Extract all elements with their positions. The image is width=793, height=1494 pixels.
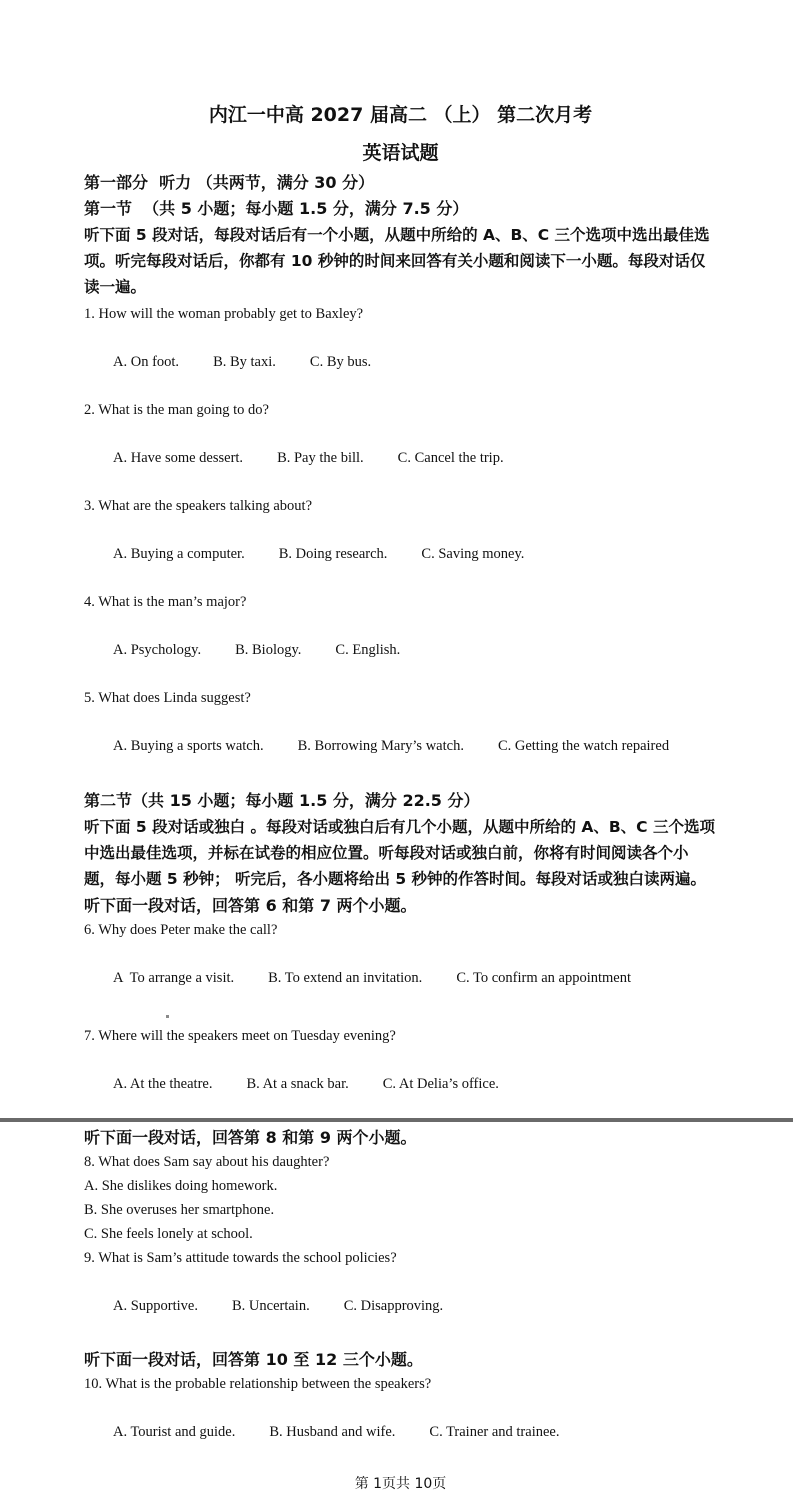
question-5	[84, 686, 717, 782]
option-a: A. Have some dessert.	[113, 450, 244, 466]
option-a: A. Buying a computer.	[113, 546, 245, 562]
option-c: C. Trainer and trainee.	[429, 1424, 560, 1440]
question-5-text: 5. What does Linda suggest?	[84, 690, 251, 706]
question-8-option-a: A. She dislikes doing homework.	[84, 1178, 278, 1194]
question-6-text: 6. Why does Peter make the call?	[84, 922, 278, 938]
question-1-options	[84, 326, 717, 398]
question-5-options	[84, 710, 717, 782]
question-2	[84, 398, 717, 494]
question-7-text: 7. Where will the speakers meet on Tuesday evening?	[84, 1028, 396, 1044]
question-8-option-c: C. She feels lonely at school.	[84, 1226, 253, 1242]
page-number: 第 1页共 10页	[354, 1476, 447, 1492]
section2-instructions: 听下面 5 段对话或独白 。每段对话或独白后有几个小题，从题中所给的 A、B、C 三个选项中选出最佳选项，并标在试卷的相应位置。听每段对话或独白前，你将有时间阅读各个小题，每小题 5 秒钟； 听完后，各小题将给出 5 秒钟的作答时间。每段对话或独白读两遍。	[84, 818, 715, 888]
option-a: A. Supportive.	[113, 1298, 198, 1314]
section1-heading: 第一节 （共 5 小题；每小题 1.5 分，满分 7.5 分）	[84, 199, 469, 218]
dialogue-lead-10-12: 听下面一段对话，回答第 10 至 12 三个小题。	[84, 1350, 423, 1369]
option-a: A. Psychology.	[113, 642, 202, 658]
question-3-options	[84, 518, 717, 590]
question-6-options	[84, 942, 717, 1014]
option-b: B. Borrowing Mary’s watch.	[297, 738, 464, 754]
option-b: B. Uncertain.	[231, 1298, 310, 1314]
question-9-options	[84, 1270, 717, 1342]
question-8-text: 8. What does Sam say about his daughter?	[84, 1154, 330, 1170]
question-8-option-b: B. She overuses her smartphone.	[84, 1202, 275, 1218]
question-1	[84, 302, 717, 398]
question-7	[84, 1024, 717, 1120]
question-3-text: 3. What are the speakers talking about?	[84, 498, 313, 514]
option-a: A. Buying a sports watch.	[113, 738, 264, 754]
question-4-options	[84, 614, 717, 686]
option-a: A. At the theatre.	[113, 1076, 213, 1092]
option-c: C. English.	[335, 642, 401, 658]
question-2-options	[84, 422, 717, 494]
question-9	[84, 1246, 717, 1342]
dialogue-lead-8-9: 听下面一段对话，回答第 8 和第 9 两个小题。	[84, 1128, 417, 1147]
section2-heading: 第二节（共 15 小题；每小题 1.5 分，满分 22.5 分）	[84, 791, 480, 810]
option-c: C. To confirm an appointment	[456, 970, 632, 986]
option-b: B. Biology.	[235, 642, 302, 658]
option-b: B. To extend an invitation.	[268, 970, 423, 986]
question-1-text: 1. How will the woman probably get to Baxley?	[84, 306, 364, 322]
option-b: B. At a snack bar.	[246, 1076, 349, 1092]
doc-subtitle: 英语试题	[362, 142, 439, 164]
question-6	[84, 918, 717, 1014]
option-b: B. By taxi.	[213, 354, 276, 370]
question-7-options	[84, 1048, 717, 1120]
screenshot-bottom-edge	[0, 1118, 793, 1122]
part1-heading: 第一部分 听力 （共两节，满分 30 分）	[84, 173, 375, 192]
option-c: C. At Delia’s office.	[382, 1076, 499, 1092]
dialogue-lead-6-7: 听下面一段对话，回答第 6 和第 7 两个小题。	[84, 896, 417, 915]
question-2-text: 2. What is the man going to do?	[84, 402, 269, 418]
question-4	[84, 590, 717, 686]
section1-instructions: 听下面 5 段对话，每段对话后有一个小题，从题中所给的 A、B、C 三个选项中选出最佳选项。听完每段对话后，你都有 10 秒钟的时间来回答有关小题和阅读下一小题。每段对话仅读一遍。	[84, 226, 710, 296]
option-c: C. By bus.	[309, 354, 372, 370]
option-c: C. Saving money.	[421, 546, 525, 562]
question-10-text: 10. What is the probable relationship between the speakers?	[84, 1376, 432, 1392]
question-3	[84, 494, 717, 590]
question-4-text: 4. What is the man’s major?	[84, 594, 247, 610]
option-c: C. Getting the watch repaired	[497, 738, 670, 754]
option-b: B. Doing research.	[278, 546, 388, 562]
question-9-text: 9. What is Sam’s attitude towards the school policies?	[84, 1250, 397, 1266]
option-c: C. Cancel the trip.	[397, 450, 504, 466]
question-10-options	[84, 1396, 717, 1468]
option-a: A To arrange a visit.	[113, 970, 235, 986]
scan-speck	[166, 1015, 169, 1018]
option-a: A. Tourist and guide.	[113, 1424, 236, 1440]
option-b: B. Husband and wife.	[269, 1424, 396, 1440]
option-c: C. Disapproving.	[343, 1298, 444, 1314]
option-b: B. Pay the bill.	[277, 450, 364, 466]
question-8	[84, 1150, 717, 1246]
option-a: A. On foot.	[113, 354, 180, 370]
page-title: 内江一中高 2027 届高二 （上） 第二次月考	[208, 104, 593, 126]
question-10	[84, 1372, 717, 1468]
